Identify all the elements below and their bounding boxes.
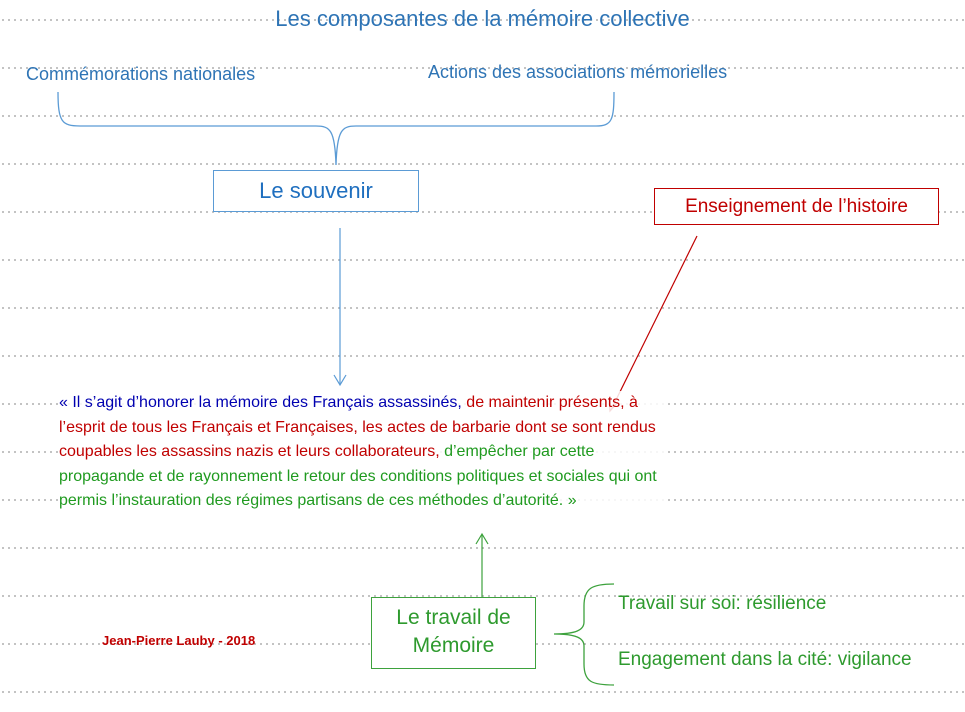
souvenir-label: Le souvenir: [259, 178, 373, 203]
page-title: Les composantes de la mémoire collective: [275, 6, 690, 31]
quote-block: [59, 391, 664, 514]
quote-part-red: de maintenir présents, à l’esprit de tous les Français et Françaises, les actes de barbarie dont se sont rendus coupables les assassins nazis et leurs collaborateurs,: [59, 394, 656, 460]
author-credit: Jean-Pierre Lauby - 2018: [102, 633, 256, 648]
label-vigilance: Engagement dans la cité: vigilance: [618, 649, 912, 670]
enseignement-label: Enseignement de l’histoire: [685, 196, 908, 217]
quote-part-blue: « Il s’agit d’honorer la mémoire des Français assassinés,: [59, 394, 462, 411]
travail-label-line1: Le travail de: [396, 606, 511, 629]
box-enseignement: [654, 188, 939, 225]
top-brace: [58, 92, 614, 165]
quote-part-green: d’empêcher par cette propagande et de rayonnement le retour des conditions politiques et sociales qui ont permis l’instauration des régimes partisans de ces méthodes d’autorité. »: [59, 443, 657, 509]
label-resilience: Travail sur soi: résilience: [618, 593, 827, 614]
enseignement-arrow: [611, 236, 697, 410]
box-travail-memoire: [371, 597, 536, 669]
travail-label-line2: Mémoire: [412, 634, 495, 657]
right-brace: [554, 584, 614, 685]
box-souvenir: [213, 170, 419, 212]
label-associations: Actions des associations mémorielles: [428, 62, 728, 82]
label-commemorations: Commémorations nationales: [26, 64, 256, 84]
